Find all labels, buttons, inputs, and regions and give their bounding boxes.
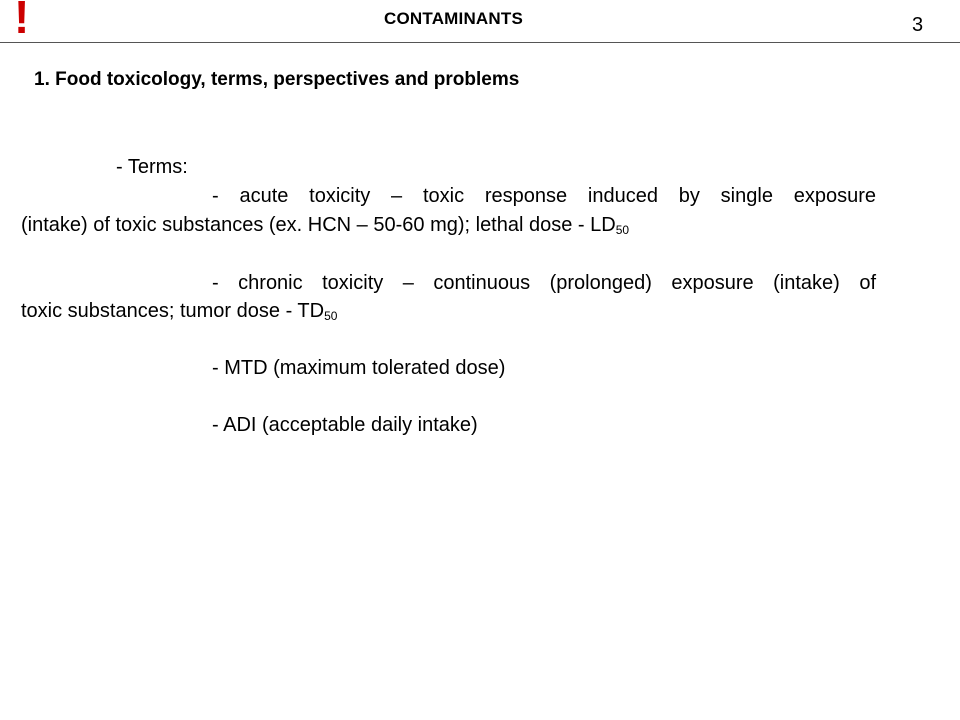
td-subscript: 50: [324, 309, 338, 323]
chronic-toxicity-line1: - chronic toxicity – continuous (prolonged) exposure (intake) of: [212, 272, 876, 294]
header-divider: [0, 42, 960, 43]
ld-subscript: 50: [615, 223, 630, 237]
acute-toxicity-line2: [21, 215, 629, 235]
adi-term: - ADI (acceptable daily intake): [212, 414, 478, 436]
section-heading: 1. Food toxicology, terms, perspectives and problems: [34, 69, 520, 90]
alert-exclamation-mark: !: [14, 0, 30, 43]
terms-label: - Terms:: [116, 156, 188, 178]
acute-toxicity-line1: - acute toxicity – toxic response induced by single exposure: [212, 185, 876, 207]
page-number: 3: [912, 14, 924, 36]
acute-toxicity-text: (intake) of toxic substances (ex. HCN – 50-60 mg); lethal dose - LD: [21, 214, 616, 236]
chronic-toxicity-text: toxic substances; tumor dose - TD: [21, 300, 325, 322]
mtd-term: - MTD (maximum tolerated dose): [212, 357, 506, 379]
slide-header-title: CONTAMINANTS: [384, 9, 524, 28]
chronic-toxicity-line2: [21, 301, 337, 321]
